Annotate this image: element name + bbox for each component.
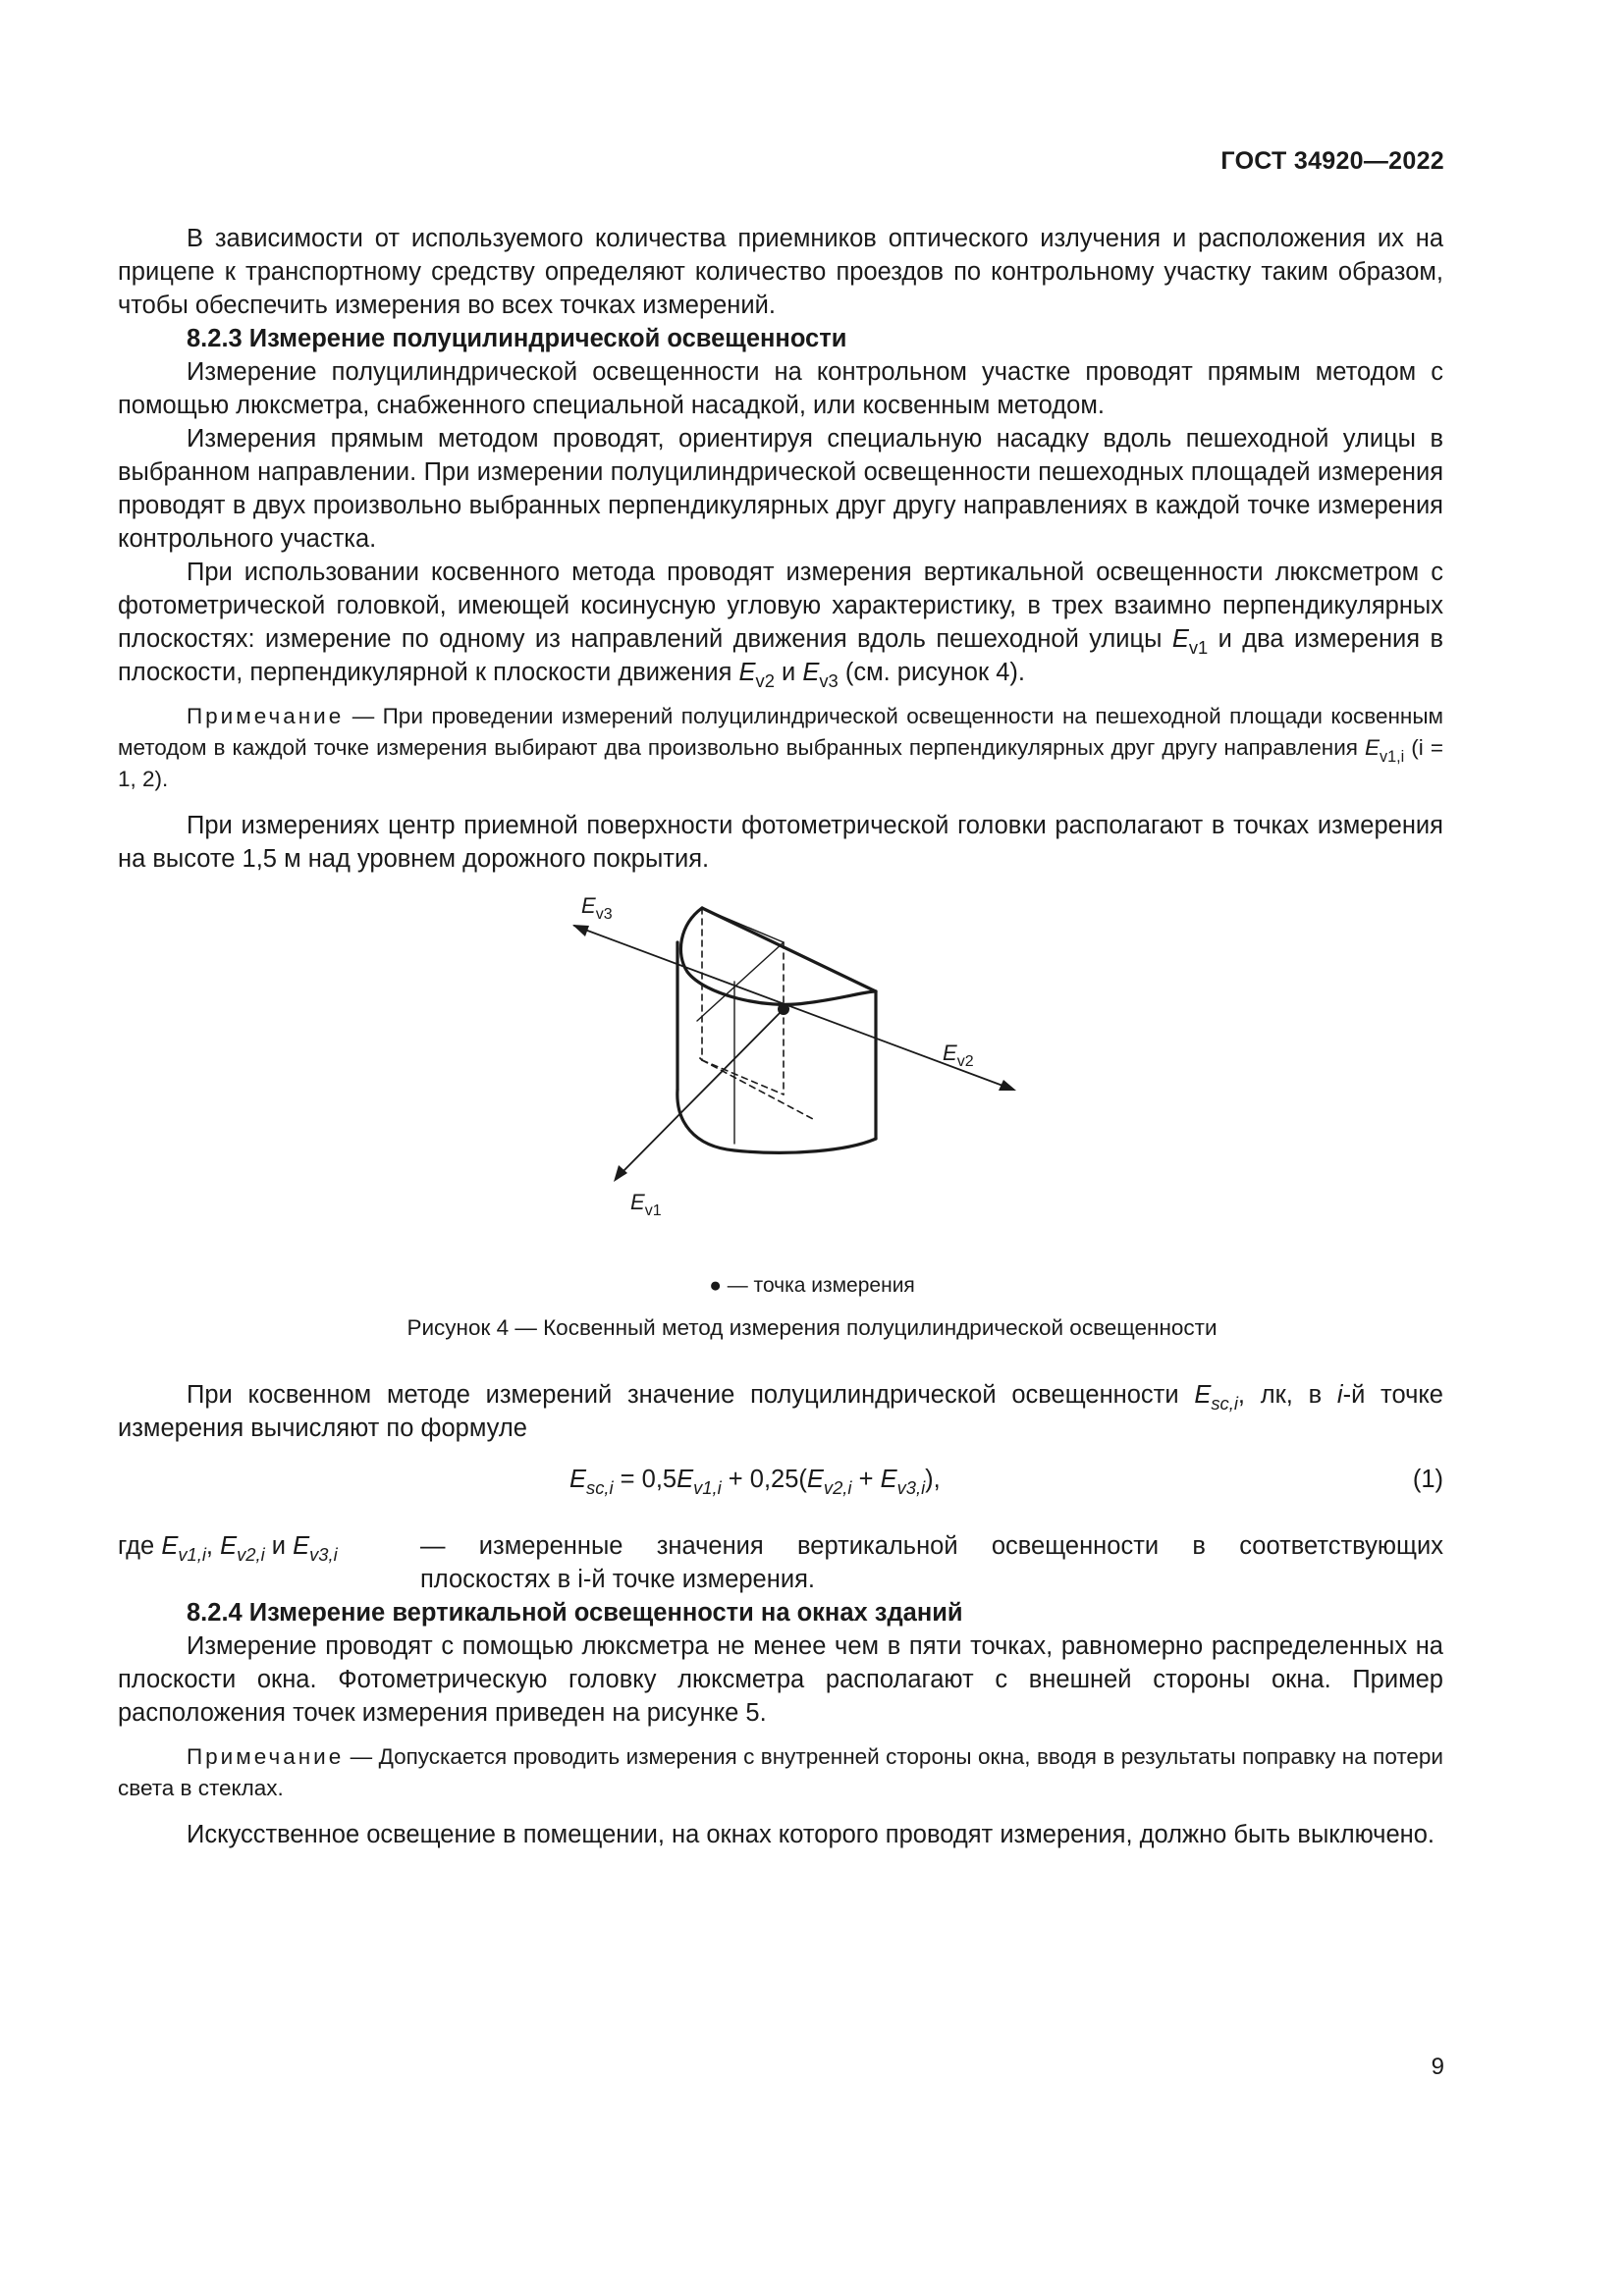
where-definition: — измеренные значения вертикальной освещенности в соответствующих <box>420 1532 1443 1560</box>
paragraph-formula-intro: При косвенном методе измерений значение полуцилиндрической освещенности $E_{sc,i}$, лк, в i-й точке измерения вычисляют по формуле <box>118 1381 1443 1442</box>
paragraph-passes: В зависимости от используемого количества приемников оптического излучения и расположения их на прицепе к транспортному средству определяют количество проездов по контрольному участку таким образом, чтобы обеспечить измерения во всех точках измерений. <box>118 225 1443 319</box>
paragraph-window-measurement: Измерение проводят с помощью люксметра не менее чем в пяти точках, равномерно распределенных на плоскости окна. Фотометрическую головку люксметра располагают с внешней стороны окна. Пример расположения точек измерения приведен на рисунке 5. <box>118 1632 1443 1727</box>
where-definition-line2: плоскостях в i-й точке измерения. <box>420 1566 815 1593</box>
paragraph-methods: Измерение полуцилиндрической освещенности на контрольном участке проводят прямым методом с помощью люксметра, снабженного специальной насадкой, или косвенным методом. <box>118 358 1443 419</box>
measurement-point-icon <box>778 1003 789 1015</box>
note-1: Примечание — При проведении измерений полуцилиндрической освещенности на пешеходной площади косвенным методом в каждой точке измерения выбирают два произвольно выбранных перпендикулярных друг другу направления $E_{v1,i}$ (i = 1, 2). <box>118 704 1443 791</box>
label-ev1: $E_{v1}$ <box>630 1190 662 1219</box>
arrow-ev1-icon <box>614 1165 627 1182</box>
body-text-bottom <box>118 1596 1443 1851</box>
figure-4 <box>569 893 1021 1237</box>
note-label: Примечание <box>187 1744 345 1769</box>
paragraph-indirect-method: При использовании косвенного метода проводят измерения вертикальной освещенности люксметром с фотометрической головкой, имеющей косинусную угловую характеристику, в трех взаимно перпендикулярных плоскостях: измерение по одному из направлений движения вдоль пешеходной улицы $E_{v1}$ и два измерения в плоскости, перпендикулярной к плоскости движения $E_{v2}$ и $E_{v3}$ (см. рисунок 4). <box>118 559 1444 691</box>
figure-caption: Рисунок 4 — Косвенный метод измерения полуцилиндрической освещенности <box>406 1315 1218 1340</box>
inner-lines <box>697 908 784 1144</box>
label-ev3: $E_{v3}$ <box>581 893 613 923</box>
body-text-top <box>118 222 1443 876</box>
paragraph-artificial-light: Искусственное освещение в помещении, на окнах которого проводят измерения, должно быть выключено. <box>187 1821 1435 1848</box>
section-heading-8-2-4: 8.2.4 Измерение вертикальной освещенности на окнах зданий <box>187 1599 963 1627</box>
standard-number: ГОСТ 34920—2022 <box>1220 147 1444 175</box>
arrow-ev3-icon <box>572 925 589 936</box>
section-heading-8-2-3: 8.2.3 Измерение полуцилиндрической освещенности <box>187 325 847 352</box>
cylinder-outline <box>677 908 876 1152</box>
paragraph-direct-method: Измерения прямым методом проводят, ориентируя специальную насадку вдоль пешеходной улицы в выбранном направлении. При измерении полуцилиндрической освещенности пешеходных площадей измерения проводят в двух произвольно выбранных перпендикулярных друг другу направлениях в каждой точке измерения контрольного участка. <box>118 425 1443 553</box>
paragraph-height: При измерениях центр приемной поверхности фотометрической головки располагают в точках измерения на высоте 1,5 м над уровнем дорожного покрытия. <box>118 812 1443 873</box>
figure-legend: ● — точка измерения <box>709 1274 915 1297</box>
label-ev2: $E_{v2}$ <box>943 1041 974 1070</box>
hidden-edges <box>700 908 813 1119</box>
body-text-formula-intro <box>118 1378 1443 1445</box>
half-cylinder-diagram <box>569 893 1021 1237</box>
formula-1: $E_{sc,i} = 0,5E_{v1,i} + 0,25(E_{v2,i} + E_{v3,i})$, <box>569 1466 941 1498</box>
arrow-ev2-icon <box>999 1080 1016 1091</box>
where-symbols: где $E_{v1,i}$, $E_{v2,i}$ и $E_{v3,i}$ <box>118 1532 338 1565</box>
note-label: Примечание <box>187 704 345 728</box>
page-number: 9 <box>1431 2054 1444 2080</box>
note-2: Примечание — Допускается проводить измерения с внутренней стороны окна, вводя в результаты поправку на потери света в стеклах. <box>118 1744 1443 1800</box>
equation-number: (1) <box>1412 1466 1443 1493</box>
